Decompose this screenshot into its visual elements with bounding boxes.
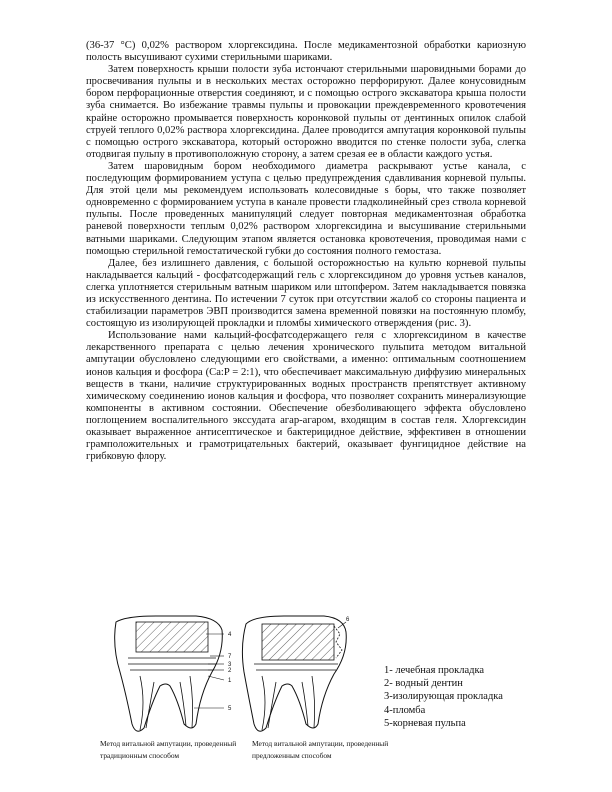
label-4: 4 [228,632,232,638]
caption-traditional: Метод витальной ампутации, проведенный традиционным способом [100,739,237,760]
legend-item: 4-пломба [384,704,426,716]
paragraph: Затем поверхность крыши полости зуба истончают стерильными шаровидными борами до просвечивания пульпы и в нескольких местах осторожно перфорируют. Далее конусовидным бором перфорационные отверстия соединяют, и с помощью острого экскаватора крыша полости зуба снимается. Во избежание травмы пульпы и провокации преждевременного кровотечения крайне осторожно промывается поверхность коронковой пульпы от дентинных опилок слабой струей теплого 0,02% раствора хлоргексидина. Далее проводится ампутация коронковой пульпы с помощью острого экскаватора, который осторожно вводится по стенке полости зуба, слегка отодвигая пульпу в противоположную сторону, а затем срезая ее в области каждого устья. [86,64,526,160]
legend-item: 5-корневая пульпа [384,717,466,729]
root-canal [140,676,154,730]
root-canal [180,676,193,728]
figure-3 [96,612,536,788]
label-1: 1 [228,678,232,684]
legend-item: 2- водный дентин [384,678,463,690]
body-text [86,40,526,463]
label-2: 2 [228,668,232,674]
label-5: 5 [228,706,232,712]
seal-margin [334,626,342,658]
paragraph: Затем шаровидным бором необходимого диаметра раскрывают устье канала, с последующим формированием уступа с целью предупреждения сдавливания корневой пульпы. Для этой цели мы рекомендуем использовать колесовидные s боры, что также позволяет одновременно с формированием уступа в канале провести гладколинейный срез ствола корневой пульпы. После проведенных манипуляций следует повторная медикаментозная обработка раневой поверхности теплым 0,02% раствором хлоргексидина и высушивание стерильными ватными шариками. Следующим этапом является остановка кровотечения, проводимая нами с помощью стерильной гемостатической губки до состояния полного гемостаза. [86,160,526,257]
filling-area [262,624,334,660]
figure-legend [384,664,503,730]
paragraph: Использование нами кальций-фосфатсодержащего геля с хлоргексидином в качестве лекарственного препарата с целью лечения хронического пульпита методом витальной ампутации обусловлено следующими его свойствами, а именно: оптимальным соотношением ионов кальция и фосфора (Ca:P = 2:1), что обеспечивает максимальную диффузию минеральных веществ в ткани, наличие структурированных водных пространств препятствует активному химическому соединению ионов кальция и фосфора, что позволяет сохранить минерализующие компоненты в активном состоянии. Обеспечение обезболивающего эффекта обусловлено поглощением воспалительного экссудата агар-агаром, входящим в состав геля. Хлоргексидин оказывает выраженное антисептическое и бактерицидное действие, эффективен в отношении грамположительных и грамотрицательных бактерий, оказывает фунгицидное действие на грибковую флору. [86,330,526,463]
caption-proposed: Метод витальной ампутации, проведенный предложенным способом [252,739,389,760]
label-7: 7 [228,654,232,660]
label-6: 6 [346,617,350,623]
tooth-traditional-diagram [115,616,232,731]
label-3: 3 [228,662,232,668]
tooth-proposed-diagram [242,616,350,731]
root-canal [302,676,315,728]
legend-item: 1- лечебная прокладка [384,665,485,676]
paragraph: Далее, без излишнего давления, с большой осторожностью на культю корневой пульпы накладывается кальций - фосфатсодержащий гель с хлоргексидином до уровня устьев каналов, слегка уплотняется стерильным ватным шариком или штопфером. Затем накладывается повязка из искусственного дентина. По истечении 7 суток при отсутствии жалоб со стороны пациента и стабилизации параметров ЭВП производится замена временной повязки на постоянную пломбу, состоящую из изолирующей прокладки и пломбы химического отверждения (рис. 3). [86,257,526,330]
root-canal [262,676,276,730]
filling-area [136,622,208,652]
tooth-diagrams [96,612,386,742]
paragraph: (36-37 °С) 0,02% раствором хлоргексидина. После медикаментозной обработки кариозную полость высушивают сухими стерильными шариками. [86,40,526,64]
legend-item: 3-изолирующая прокладка [384,691,503,703]
